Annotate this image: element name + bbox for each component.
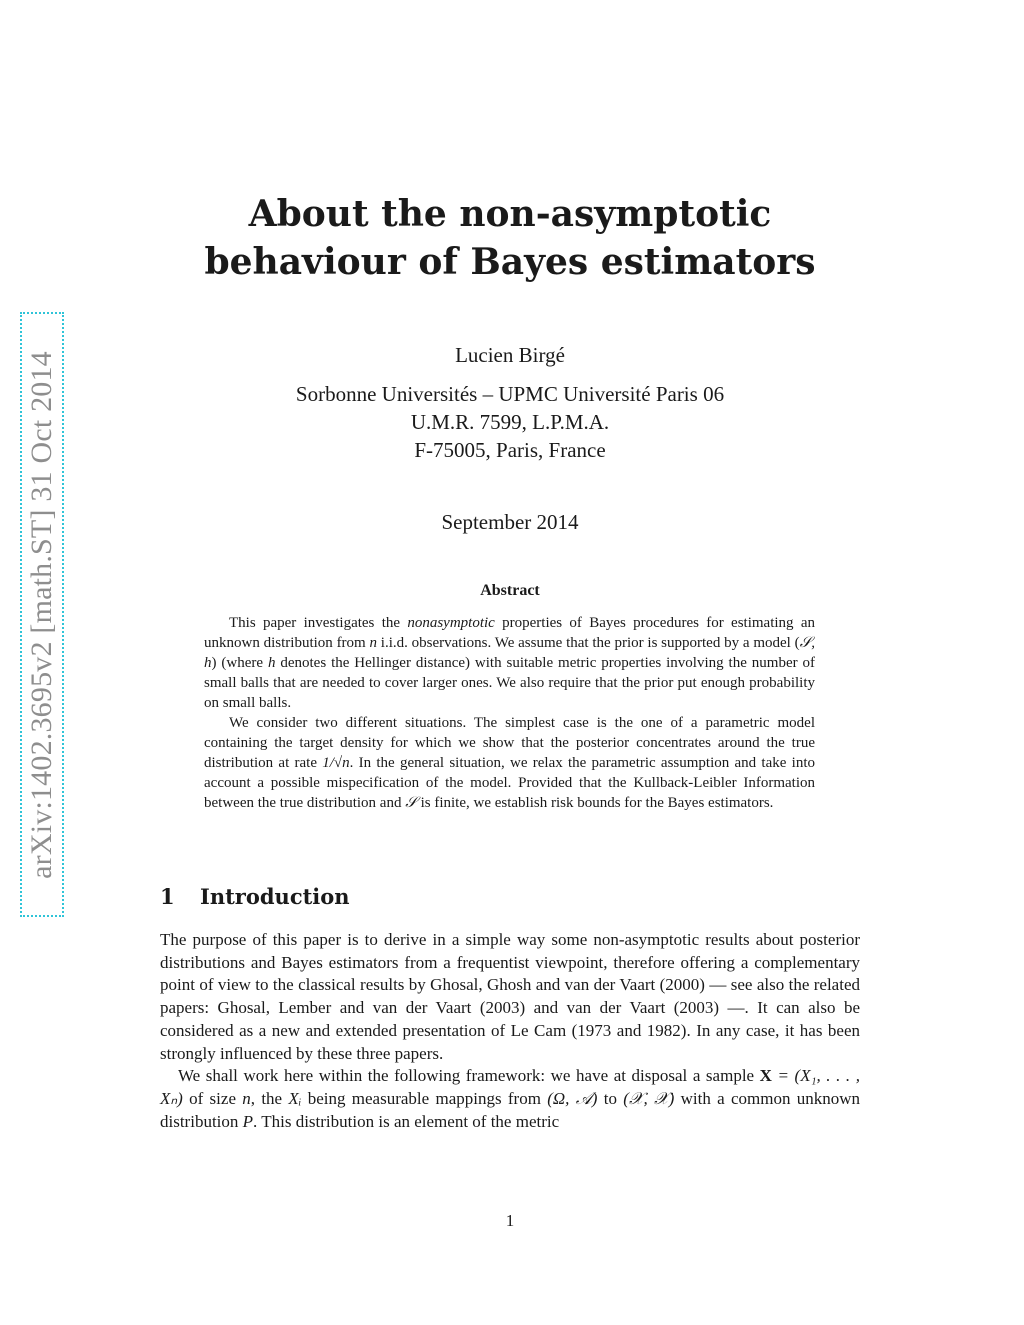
body-paragraph-2: We shall work here within the following framework: we have at disposal a sample X = (X₁, . . . , Xₙ) of size n, the Xᵢ being measurable mappings from (Ω, 𝒜) to (𝒳, 𝒳) with a common unknown distribution P. This distribution is an element of the metric: [160, 1066, 861, 1131]
affiliation: [160, 380, 860, 464]
body-paragraph-1: The purpose of this paper is to derive in a simple way some non-asymptotic results about posterior distributions and Bayes estimators from a frequentist viewpoint, therefore offering a complementary point of view to the classical results by Ghosal, Ghosh and van der Vaart (2000) — see also the related papers: Ghosal, Lember and van der Vaart (2003) and van der Vaart (2003) —. It can also be considered as a new and extended presentation of Le Cam (1973 and 1982). In any case, it has been strongly influenced by these three papers.: [160, 930, 860, 1063]
abstract-heading: Abstract: [480, 582, 540, 599]
title-line-2: behaviour of Bayes estimators: [204, 241, 816, 283]
introduction-body: [160, 929, 860, 1133]
abstract-body: [204, 613, 815, 813]
math-model: 𝒮, h: [204, 635, 815, 671]
math-rate: 1/√n: [322, 755, 350, 771]
emphasis-nonasymptotic: nonasymptotic: [407, 615, 495, 631]
page-number: 1: [505, 1211, 515, 1230]
abstract-paragraph-2: We consider two different situations. The simplest case is the one of a parametric model containing the target density for which we show that the posterior concentrates around the true distribution at rate 1/√n. In the general situation, we relax the parametric assumption and take into account a possible mispecification of the model. Provided that the Kullback-Leibler Information between the true distribution and 𝒮 is finite, we establish risk bounds for the Bayes estimators.: [204, 715, 815, 811]
arxiv-stamp: [20, 312, 64, 917]
author-name: Lucien Birgé: [455, 343, 565, 367]
arxiv-identifier: arXiv:1402.3695v2 [math.ST] 31 Oct 2014: [25, 350, 58, 879]
publication-date: September 2014: [441, 510, 579, 534]
math-sample-X: X: [759, 1066, 772, 1086]
paper-title: [160, 190, 860, 286]
affiliation-line-1: Sorbonne Universités – UPMC Université Paris 06: [295, 382, 725, 406]
section-title: Introduction: [200, 884, 350, 909]
affiliation-line-2: U.M.R. 7599, L.P.M.A.: [410, 410, 610, 434]
math-model-symbol: 𝒮: [405, 795, 417, 811]
section-number: 1: [160, 884, 175, 909]
title-line-1: About the non-asymptotic: [248, 193, 772, 235]
affiliation-line-3: F-75005, Paris, France: [414, 438, 606, 462]
math-n: n: [369, 635, 378, 651]
math-h: h: [267, 655, 276, 671]
section-heading: [160, 884, 350, 909]
abstract-paragraph-1: This paper investigates the nonasymptotic properties of Bayes procedures for estimating an unknown distribution from n i.i.d. observations. We assume that the prior is supported by a model (𝒮, h) (where h denotes the Hellinger distance) with suitable metric properties involving the number of small balls that are needed to cover larger ones. We also require that the prior put enough probability on small balls.: [204, 615, 815, 711]
